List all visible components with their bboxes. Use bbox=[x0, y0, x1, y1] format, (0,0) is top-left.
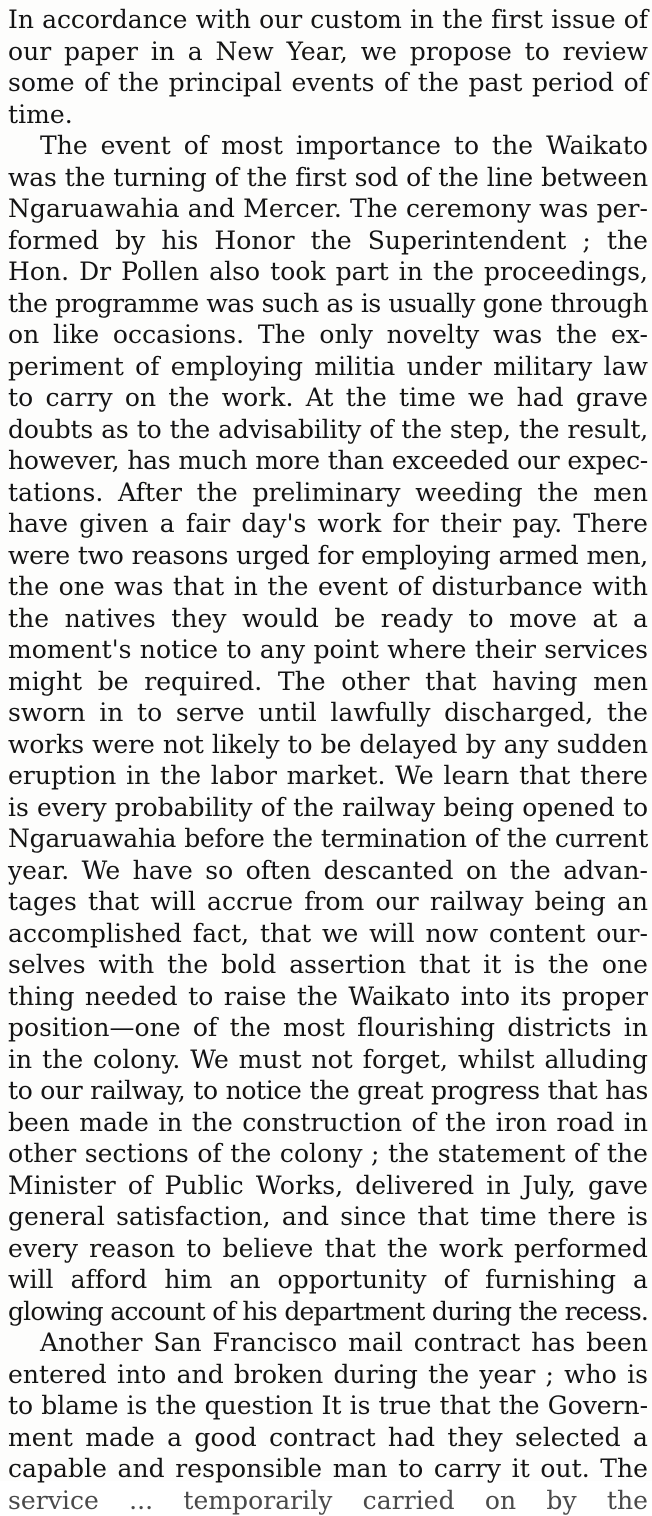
text-line: sworn in to serve until lawfully discharged, the bbox=[8, 697, 648, 729]
text-line: tages that will accrue from our railway being an bbox=[8, 886, 648, 918]
text-line: The event of most importance to the Waikato bbox=[8, 130, 648, 162]
text-line: eruption in the labor market. We learn that there bbox=[8, 760, 648, 792]
text-line: to blame is the question It is true that the Govern- bbox=[8, 1390, 648, 1422]
text-line: been made in the construction of the iron road in bbox=[8, 1107, 648, 1139]
paragraph-intro bbox=[8, 4, 648, 130]
text-line: works were not likely to be delayed by any sudden bbox=[8, 729, 648, 761]
text-line: In accordance with our custom in the first issue of bbox=[8, 4, 648, 36]
text-line: were two reasons urged for employing armed men, bbox=[8, 540, 648, 572]
paragraph-mail-contract bbox=[8, 1327, 648, 1516]
text-line: glowing account of his department during the recess. bbox=[8, 1296, 648, 1328]
text-line: our paper in a New Year, we propose to review bbox=[8, 36, 648, 68]
text-line: the one was that in the event of disturbance with bbox=[8, 571, 648, 603]
text-line: moment's notice to any point where their services bbox=[8, 634, 648, 666]
text-line: general satisfaction, and since that time there is bbox=[8, 1201, 648, 1233]
text-line: Ngaruawahia before the termination of the current bbox=[8, 823, 648, 855]
text-line: doubts as to the advisability of the step, the result, bbox=[8, 414, 648, 446]
text-line: have given a fair day's work for their pay. There bbox=[8, 508, 648, 540]
text-line: accomplished fact, that we will now content our- bbox=[8, 918, 648, 950]
text-line: capable and responsible man to carry it out. The bbox=[8, 1453, 648, 1485]
paragraph-railway bbox=[8, 130, 648, 1327]
text-line: to carry on the work. At the time we had grave bbox=[8, 382, 648, 414]
text-line: the programme was such as is usually gone through bbox=[8, 288, 648, 320]
text-line: formed by his Honor the Superintendent ; the bbox=[8, 225, 648, 257]
text-line: some of the principal events of the past period of bbox=[8, 67, 648, 99]
text-line: position—one of the most flourishing districts in bbox=[8, 1012, 648, 1044]
text-line: tations. After the preliminary weeding the men bbox=[8, 477, 648, 509]
text-line: the natives they would be ready to move at a bbox=[8, 603, 648, 635]
text-line: Another San Francisco mail contract has been bbox=[8, 1327, 648, 1359]
text-line: periment of employing militia under military law bbox=[8, 351, 648, 383]
text-line: ment made a good contract had they selected a bbox=[8, 1422, 648, 1454]
text-line: time. bbox=[8, 99, 648, 131]
text-line: in the colony. We must not forget, whilst alluding bbox=[8, 1044, 648, 1076]
text-line: service ... temporarily carried on by the bbox=[8, 1485, 648, 1516]
text-line: entered into and broken during the year ; who is bbox=[8, 1359, 648, 1391]
text-line: other sections of the colony ; the statement of the bbox=[8, 1138, 648, 1170]
text-line: might be required. The other that having men bbox=[8, 666, 648, 698]
text-line: on like occasions. The only novelty was the ex- bbox=[8, 319, 648, 351]
text-line: selves with the bold assertion that it is the one bbox=[8, 949, 648, 981]
text-line: to our railway, to notice the great progress that has bbox=[8, 1075, 648, 1107]
text-line: however, has much more than exceeded our expec- bbox=[8, 445, 648, 477]
article-column bbox=[8, 4, 648, 1516]
text-line: will afford him an opportunity of furnishing a bbox=[8, 1264, 648, 1296]
text-line: every reason to believe that the work performed bbox=[8, 1233, 648, 1265]
text-line: was the turning of the first sod of the line between bbox=[8, 162, 648, 194]
text-line: Minister of Public Works, delivered in July, gave bbox=[8, 1170, 648, 1202]
text-line: year. We have so often descanted on the advan- bbox=[8, 855, 648, 887]
text-line: thing needed to raise the Waikato into its proper bbox=[8, 981, 648, 1013]
text-line: Ngaruawahia and Mercer. The ceremony was per- bbox=[8, 193, 648, 225]
text-line: is every probability of the railway being opened to bbox=[8, 792, 648, 824]
text-line: Hon. Dr Pollen also took part in the proceedings, bbox=[8, 256, 648, 288]
